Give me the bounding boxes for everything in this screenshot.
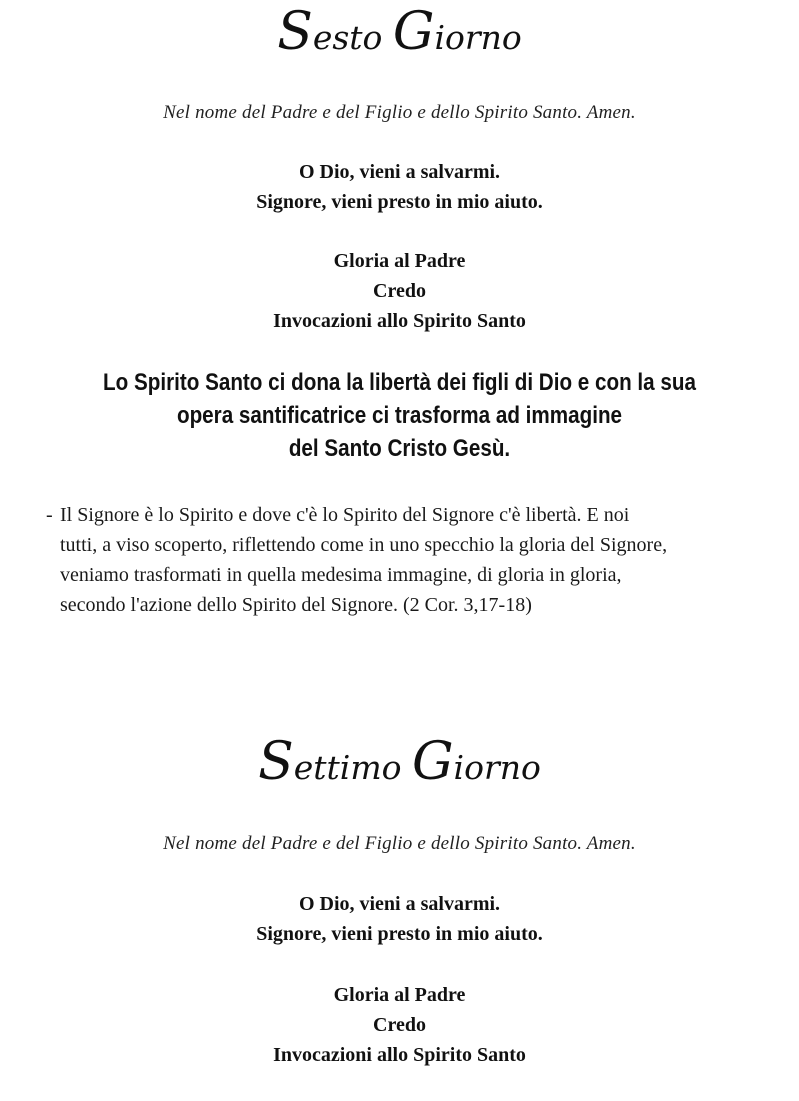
settimo-prayer-line2: Signore, vieni presto in mio aiuto. [256, 923, 543, 945]
settimo-list-gloria: Gloria al Padre [333, 984, 466, 1006]
settimo-title-rest1: ettimo [293, 748, 402, 787]
sesto-headline-line1: Lo Spirito Santo ci dona la libertà dei figli di Dio e con la sua [103, 369, 696, 396]
sesto-scripture [46, 500, 799, 620]
settimo-title-cap2: G [412, 732, 454, 792]
sesto-headline-line3: del Santo Cristo Gesù. [288, 435, 511, 462]
sesto-prayer-line1: O Dio, vieni a salvarmi. [298, 161, 501, 183]
sesto-title-cap2: G [392, 2, 435, 62]
settimo-invocation: Nel nome del Padre e del Figlio e dello Spirito Santo. Amen. [163, 833, 636, 854]
sesto-list-credo: Credo [373, 280, 426, 302]
scripture-dash: - [46, 504, 53, 526]
sesto-giorno-title [0, 2, 799, 62]
sesto-list-gloria: Gloria al Padre [333, 250, 466, 272]
sesto-prayer-line2: Signore, vieni presto in mio aiuto. [256, 191, 543, 213]
settimo-prayer-line1: O Dio, vieni a salvarmi. [298, 893, 501, 915]
scripture-line3: veniamo trasformati in quella medesima immagine, di gloria in gloria, [60, 564, 622, 586]
settimo-title-rest2: iorno [453, 748, 541, 787]
sesto-title-cap1: S [277, 2, 313, 62]
scripture-line4: secondo l'azione dello Spirito del Signore. (2 Cor. 3,17-18) [60, 594, 532, 616]
scripture-line2: tutti, a viso scoperto, riflettendo come in uno specchio la gloria del Signore, [60, 534, 668, 556]
sesto-title-rest1: esto [312, 18, 383, 57]
settimo-title-cap1: S [258, 732, 294, 792]
sesto-title-rest2: iorno [434, 18, 522, 57]
sesto-list-invocazioni: Invocazioni allo Spirito Santo [273, 310, 526, 332]
settimo-giorno-title [0, 732, 799, 792]
sesto-headline-line2: opera santificatrice ci trasforma ad immagine [176, 402, 623, 429]
sesto-invocation: Nel nome del Padre e del Figlio e dello Spirito Santo. Amen. [163, 102, 636, 123]
settimo-list-credo: Credo [373, 1014, 426, 1036]
settimo-list-invocazioni: Invocazioni allo Spirito Santo [273, 1044, 526, 1066]
scripture-line1: Il Signore è lo Spirito e dove c'è lo Spirito del Signore c'è libertà. E noi [60, 504, 630, 526]
